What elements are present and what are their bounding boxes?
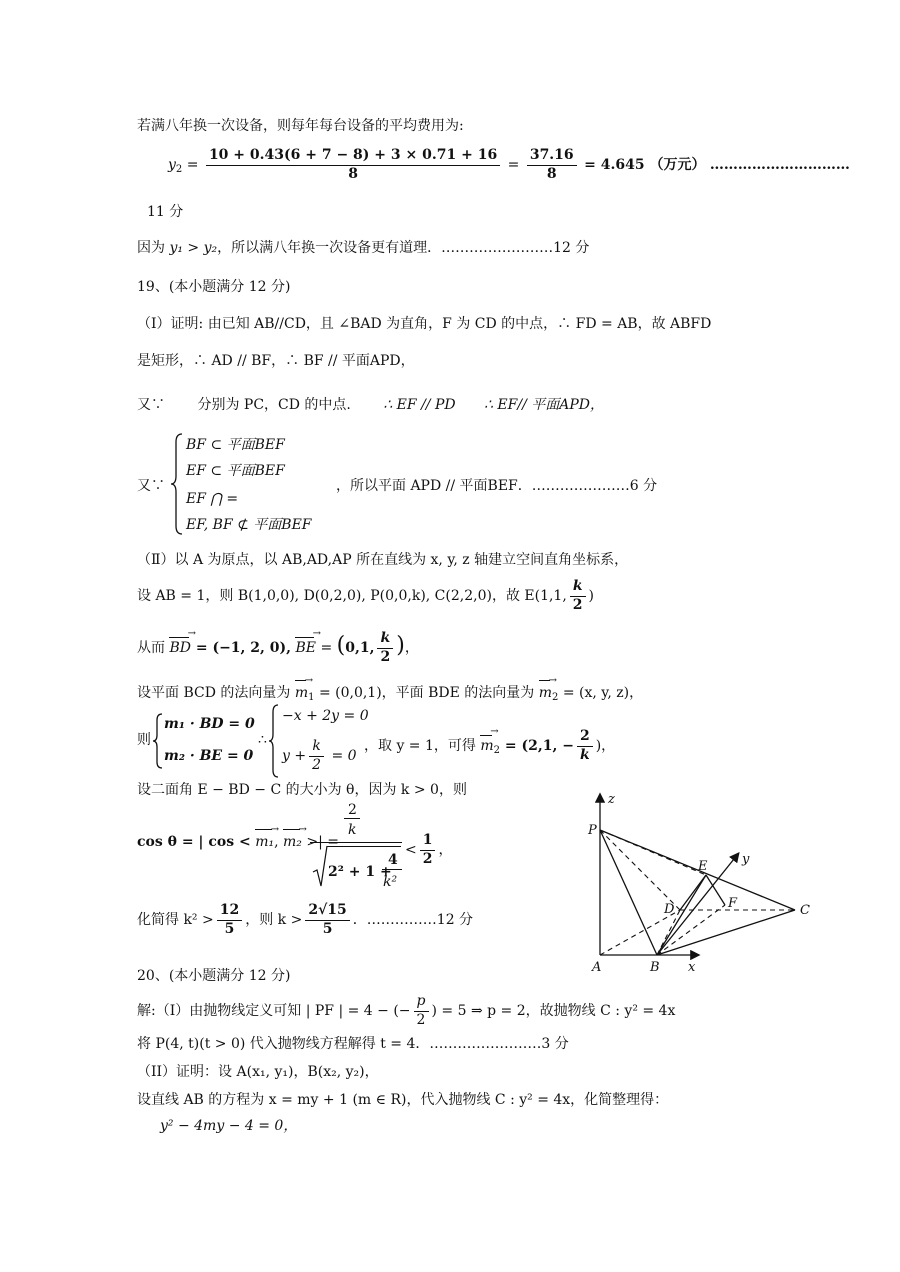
sub-2: 2: [552, 692, 559, 703]
label-a: A: [592, 960, 602, 975]
therefore-symbol: ∴: [258, 732, 267, 748]
frac-12: 12: [217, 902, 242, 921]
sqrt-sign: [312, 844, 328, 888]
label-y: y: [742, 852, 750, 867]
label-b: B: [650, 960, 660, 975]
vector-bd-value: = (−1, 2, 0),: [190, 640, 292, 656]
frac-5: 5: [224, 920, 235, 937]
frac-2: 2: [577, 728, 593, 747]
solution-line-2: 将 P(4, t)(t > 0) 代入抛物线方程解得 t = 4．……………………3 分: [137, 1036, 569, 1052]
simplify-text: 化简得 k² >: [137, 912, 214, 928]
system-2-conclusion: [364, 728, 615, 764]
vector-m1: m →: [295, 683, 308, 703]
vector-m2: m₂ →: [283, 832, 302, 852]
m2-result: = (2,1, −: [500, 738, 574, 754]
vector-be: BE →: [295, 640, 316, 656]
var-y: y: [168, 157, 176, 173]
proof-line-2: 是矩形，∴ AD // BF，∴ BF // 平面APD，: [137, 353, 415, 369]
frac-2: 2: [422, 850, 433, 867]
vector-m1: m₁ →: [255, 832, 274, 852]
system-2-row-1: m₁ · BD = 0: [164, 716, 255, 732]
text-from: 从而: [137, 640, 165, 656]
edge-pd: [600, 830, 680, 910]
vector-m2: m →: [539, 683, 552, 703]
math-inequality: y₁ > y₂: [169, 240, 218, 256]
frac-k: k: [579, 746, 590, 763]
edge-pb: [600, 830, 657, 955]
result-text: = 4.645 （万元）: [584, 157, 706, 173]
sub-2: 2: [493, 745, 501, 756]
text-d: ∴ EF// 平面APD，: [484, 397, 604, 413]
question-20-title: 20、(本小题满分 12 分): [137, 968, 291, 984]
text-a: 又∵: [137, 397, 165, 413]
coords-text: 设 AB = 1，则 B(1,0,0), D(0,2,0), P(0,0,k), C(2,2,0)，故 E(1,1,: [137, 588, 567, 604]
abs-close: >| =: [306, 834, 339, 850]
formula-y2: $y_2$ = $\frac{10 + 0.43(6 + 7 - 8) + 3 \times 0.71 + 16}{8}$ = $\frac{37.16}{8}$ = 4.645 （万元） …………………………: [168, 147, 850, 182]
system-1-prefix: 又∵: [137, 478, 165, 494]
label-c: C: [800, 903, 810, 918]
frac-5: 5: [322, 920, 333, 937]
coordinates-line: [137, 578, 594, 614]
cos-rhs: [405, 832, 452, 868]
paren-right: ): [396, 633, 405, 658]
score: ．……………12 分: [352, 912, 474, 928]
equals-zero: = 0: [327, 748, 357, 764]
label-f: F: [728, 896, 738, 911]
system-2-prefix: 则: [137, 732, 151, 748]
vector-be-inner: 0,1,: [345, 640, 375, 656]
system-1-row-2: EF ⊂ 平面BEF: [186, 463, 285, 479]
dihedral-angle-line: 设二面角 E − BD − C 的大小为 θ，因为 k > 0，则: [137, 782, 467, 798]
solution-line-4: 设直线 AB 的方程为 x = my + 1 (m ∈ R)，代入抛物线 C : y² = 4x，化简整理得：: [137, 1092, 669, 1108]
left-brace: [170, 432, 184, 536]
radicand-4: 4: [388, 852, 398, 868]
frac-2sqrt15: 2√15: [305, 902, 349, 921]
label-x: x: [688, 960, 696, 975]
frac-2: 2: [572, 596, 583, 613]
parabola-def: 解:（I）由抛物线定义可知 | PF | = 4 − (−: [137, 1003, 411, 1019]
left-brace: [268, 703, 280, 779]
comma: ，: [438, 842, 453, 858]
cos-text: cos θ = | cos <: [137, 834, 251, 850]
cos-prefix: cos θ = | cos < m₁ →, m₂ → >| =: [137, 832, 339, 852]
system-2-row-2: m₂ · BE = 0: [164, 748, 254, 764]
parabola-result: ) = 5 ⇒ p = 2，故抛物线 C : y² = 4x: [431, 1003, 676, 1019]
proof-line-3: [137, 395, 604, 415]
dots: …………………………: [709, 157, 850, 173]
fraction-numerator: 10 + 0.43(6 + 7 − 8) + 3 × 0.71 + 16: [206, 147, 500, 166]
geometry-figure: [580, 785, 820, 980]
close-paren: )，: [595, 738, 616, 754]
text-line: 若满八年换一次设备，则每年每台设备的平均费用为:: [137, 118, 464, 134]
vector-m2: m →: [480, 738, 493, 754]
sub-1: 1: [308, 692, 315, 703]
system-1-conclusion: ，所以平面 APD // 平面BEF．…………………6 分: [336, 478, 658, 494]
solution-line-1: [137, 993, 675, 1029]
frac-2: 2: [416, 1011, 426, 1028]
system-1-row-3: EF ⋂ =: [186, 491, 239, 507]
frac-2: 2: [380, 648, 391, 665]
solution-line-5: y² − 4my − 4 = 0，: [160, 1118, 298, 1134]
fraction-bar: [310, 842, 402, 843]
text-pre: 因为: [137, 240, 170, 256]
frac-k: k: [377, 630, 393, 649]
normal-vectors-line: [137, 683, 643, 708]
text-normal: 设平面 BCD 的法向量为: [137, 685, 291, 701]
vector-bd: BD →: [169, 640, 191, 656]
label-e: E: [698, 859, 708, 874]
fraction-denominator-2: 8: [546, 165, 557, 182]
label-d: D: [664, 902, 675, 917]
sub-2: 2: [175, 164, 183, 175]
sqrt-bar: [327, 846, 401, 847]
proof-line-1: （Ⅰ）证明: 由已知 AB//CD，且 ∠BAD 为直角，F 为 CD 的中点，∴ FD = AB，故 ABFD: [137, 316, 712, 332]
take-y: ，取 y = 1，可得: [364, 738, 476, 754]
vectors-line: [137, 630, 419, 666]
cos-numer-k: k: [348, 822, 357, 838]
part-2-intro: （Ⅱ）以 A 为原点，以 AB,AD,AP 所在直线为 x, y, z 轴建立空间直角坐标系，: [137, 552, 629, 568]
close-paren: ): [588, 588, 595, 604]
cos-numer-2: 2: [348, 802, 357, 818]
then-k: ，则 k >: [245, 912, 303, 928]
m1-value: = (0,0,1)，平面 BDE 的法向量为: [314, 685, 535, 701]
solution-line-3: （II）证明：设 A(x₁, y₁)，B(x₂, y₂)，: [137, 1064, 379, 1080]
system-1-row-1: BF ⊂ 平面BEF: [186, 437, 285, 453]
score-text: 11 分: [147, 204, 184, 220]
frac-p: p: [414, 993, 429, 1012]
less-than: <: [405, 842, 417, 858]
comma: ，: [404, 640, 419, 656]
question-19-title: 19、(本小题满分 12 分): [137, 279, 291, 295]
frac-1: 1: [420, 832, 436, 851]
y-plus: y +: [282, 748, 307, 764]
numer-bar: [344, 818, 360, 819]
system-2-row-3: −x + 2y = 0: [282, 708, 369, 724]
system-2-row-4: [282, 738, 357, 774]
conclusion-line: [137, 238, 589, 258]
frac-k: k: [570, 578, 586, 597]
text-b: 分别为 PC，CD 的中点.: [197, 397, 351, 413]
m2-value: = (x, y, z)，: [558, 685, 644, 701]
fraction-denominator: 8: [348, 165, 358, 182]
paren-left: (: [336, 633, 346, 658]
radicand-k2: k²: [383, 874, 398, 890]
radicand-bar: [382, 869, 402, 870]
label-z: z: [608, 792, 615, 807]
edge-bc: [657, 910, 795, 955]
radicand-text: 2² + 1 +: [328, 864, 392, 880]
text-c: ∴ EF // PD: [383, 397, 456, 413]
system-1-row-4: EF, BF ⊄ 平面BEF: [186, 517, 312, 533]
label-p: P: [588, 823, 597, 838]
simplify-line: [137, 902, 473, 938]
equals: =: [316, 640, 333, 656]
frac-k: k: [309, 738, 323, 757]
frac-2: 2: [312, 756, 322, 773]
fraction-numerator-2: 37.16: [527, 147, 577, 166]
left-brace: [152, 712, 164, 770]
text-post: ，所以满八年换一次设备更有道理．……………………12 分: [217, 240, 590, 256]
edge-de: [680, 875, 706, 910]
